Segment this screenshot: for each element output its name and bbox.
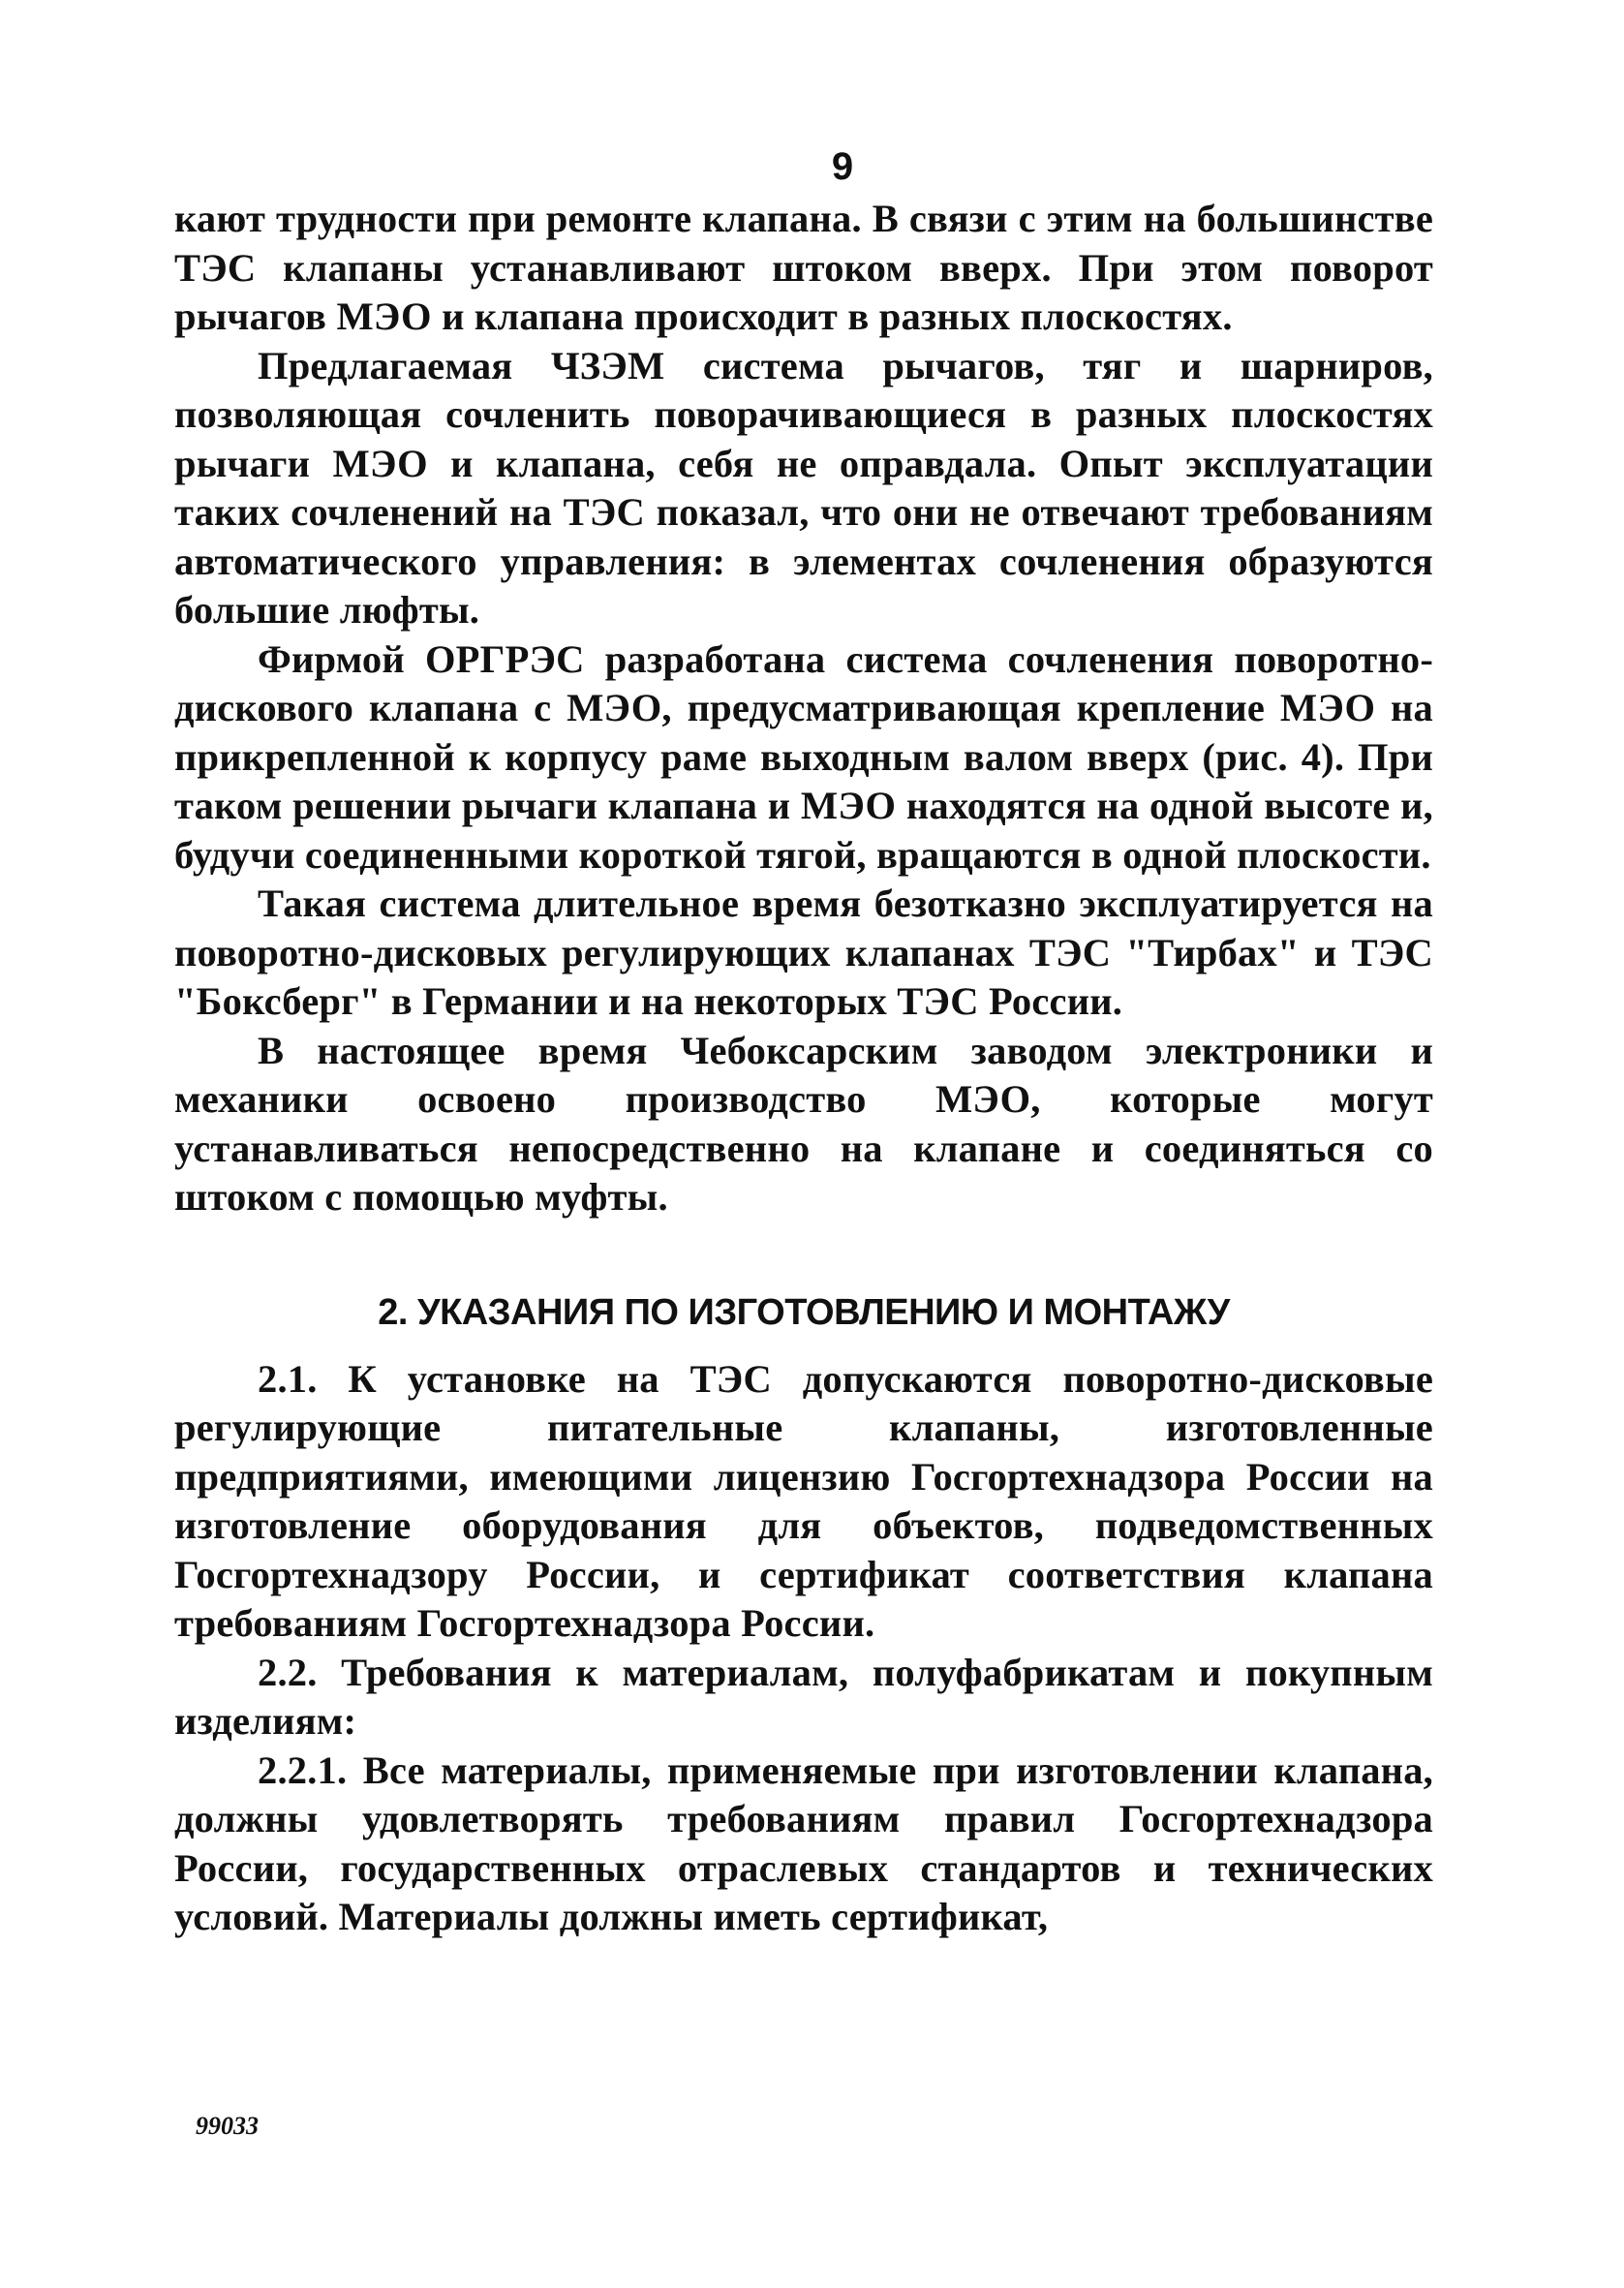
page-number: 9 (831, 145, 854, 188)
paragraph: 2.2. Требования к материалам, полуфабрикатам и покупным изделиям: (174, 1650, 1433, 1743)
paragraph: Предлагаемая ЧЗЭМ система рычагов, тяг и шарниров, позволяющая сочленить поворачивающиеся в разных плоскостях рычаги МЭО и клапана, себя не оправдала. Опыт эксплуатации таких сочленений на ТЭС показал, что они не отвечают требованиям автоматического управления: в элементах сочленения образуются большие люфты. (174, 343, 1433, 632)
paragraph: Фирмой ОРГРЭС разработана система сочленения поворотно-дискового клапана с МЭО, предусматривающая крепление МЭО на прикрепленной к корпусу раме выходным валом вверх (рис. 4). При таком решении рычаги клапана и МЭО находятся на одной высоте и, будучи соединенными короткой тягой, вращаются в одной плоскости. (174, 636, 1433, 877)
body-text-top (174, 195, 1433, 1222)
document-page (174, 145, 1433, 1942)
paragraph: 2.2.1. Все материалы, применяемые при изготовлении клапана, должны удовлетворять требованиям правил Госгортехнадзора России, государственных отраслевых стандартов и технических условий. Материалы должны иметь сертификат, (174, 1747, 1433, 1938)
section-heading: 2. УКАЗАНИЯ ПО ИЗГОТОВЛЕНИЮ И МОНТАЖУ (378, 1291, 1230, 1333)
paragraph: 2.1. К установке на ТЭС допускаются поворотно-дисковые регулирующие питательные клапаны, изготовленные предприятиями, имеющими лицензию Госгортехнадзора России на изготовление оборудования для объектов, подведомственных Госгортехнадзору России, и сертификат соответствия клапана требованиям Госгортехнадзора России. (174, 1356, 1433, 1645)
paragraph: Такая система длительное время безотказно эксплуатируется на поворотно-дисковых регулирующих клапанах ТЭС "Тирбах" и ТЭС "Боксберг" в Германии и на некоторых ТЭС России. (174, 881, 1433, 1023)
paragraph: кают трудности при ремонте клапана. В связи с этим на большинстве ТЭС клапаны устанавливают штоком вверх. При этом поворот рычагов МЭО и клапана происходит в разных плоскостях. (174, 197, 1433, 338)
footer-code: 99033 (196, 2112, 259, 2140)
paragraph: В настоящее время Чебоксарским заводом электроники и механики освоено производство МЭО, которые могут устанавливаться непосредственно на клапане и соединяться со штоком с помощью муфты. (174, 1028, 1433, 1219)
body-text-section (174, 1355, 1433, 1942)
